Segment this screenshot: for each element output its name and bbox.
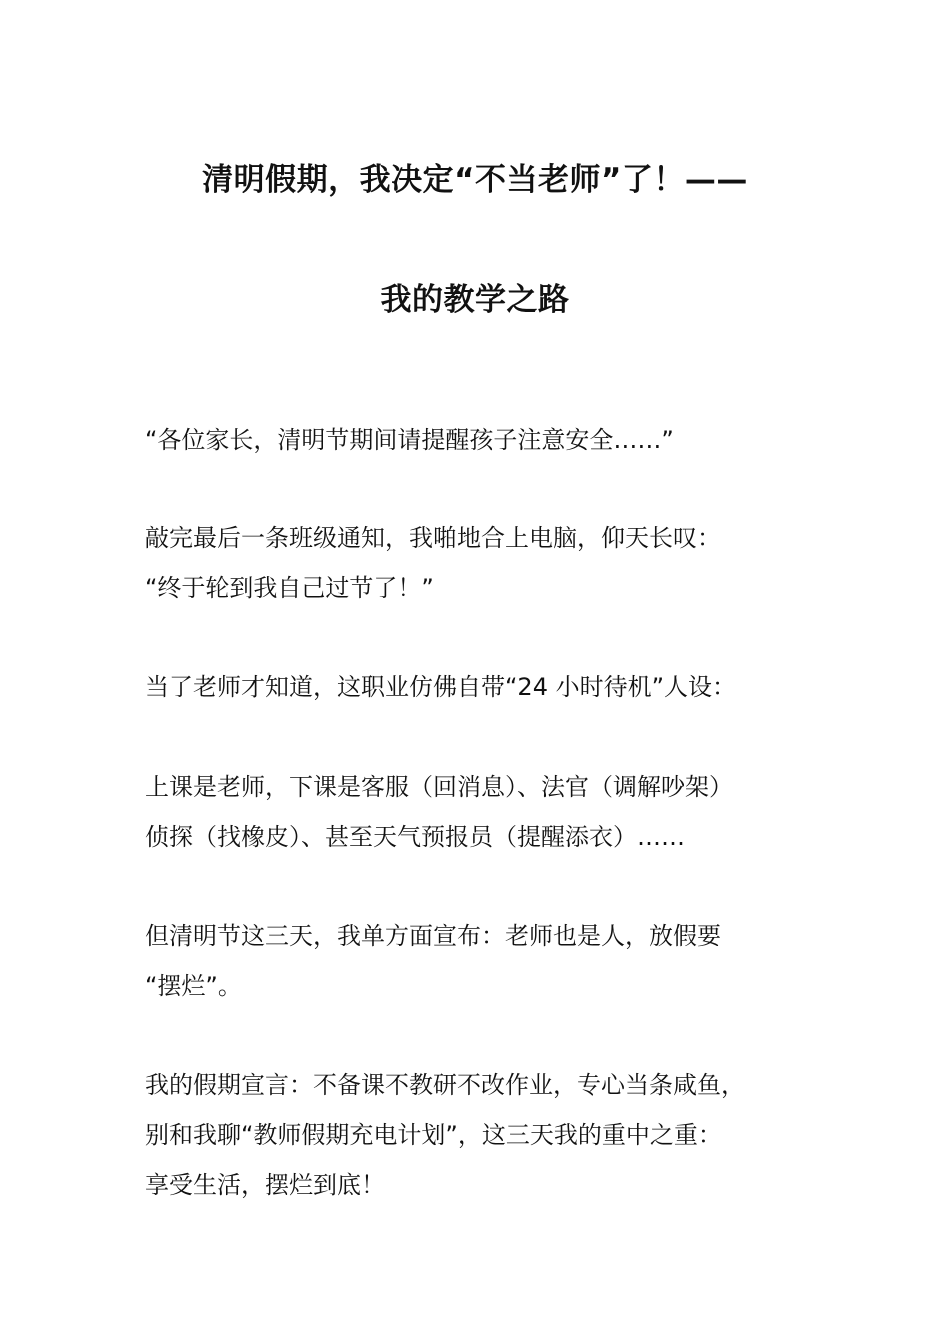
paragraph-line: “摆烂”。 [145, 972, 242, 1000]
document-title-line-2: 我的教学之路 [380, 282, 570, 318]
paragraph-line: 但清明节这三天，我单方面宣布：老师也是人，放假要 [145, 922, 721, 950]
paragraph-line: “各位家长，清明节期间请提醒孩子注意安全……” [145, 426, 674, 454]
paragraph-line: 别和我聊“教师假期充电计划”，这三天我的重中之重： [145, 1121, 722, 1149]
paragraph-line: 上课是老师，下课是客服（回消息）、法官（调解吵架） [145, 773, 733, 801]
paragraph-line: 敲完最后一条班级通知，我啪地合上电脑，仰天长叹： [145, 524, 721, 552]
document-title-line-1: 清明假期，我决定“不当老师”了！—— [202, 162, 748, 198]
paragraph-line: 当了老师才知道，这职业仿佛自带“24 小时待机”人设： [145, 673, 737, 701]
paragraph-line: 享受生活，摆烂到底！ [145, 1171, 385, 1199]
paragraph-line: 侦探（找橡皮）、甚至天气预报员（提醒添衣）…… [145, 823, 685, 851]
paragraph-line: 我的假期宣言：不备课不教研不改作业，专心当条咸鱼， [145, 1071, 745, 1099]
paragraph-line: “终于轮到我自己过节了！” [145, 574, 434, 602]
